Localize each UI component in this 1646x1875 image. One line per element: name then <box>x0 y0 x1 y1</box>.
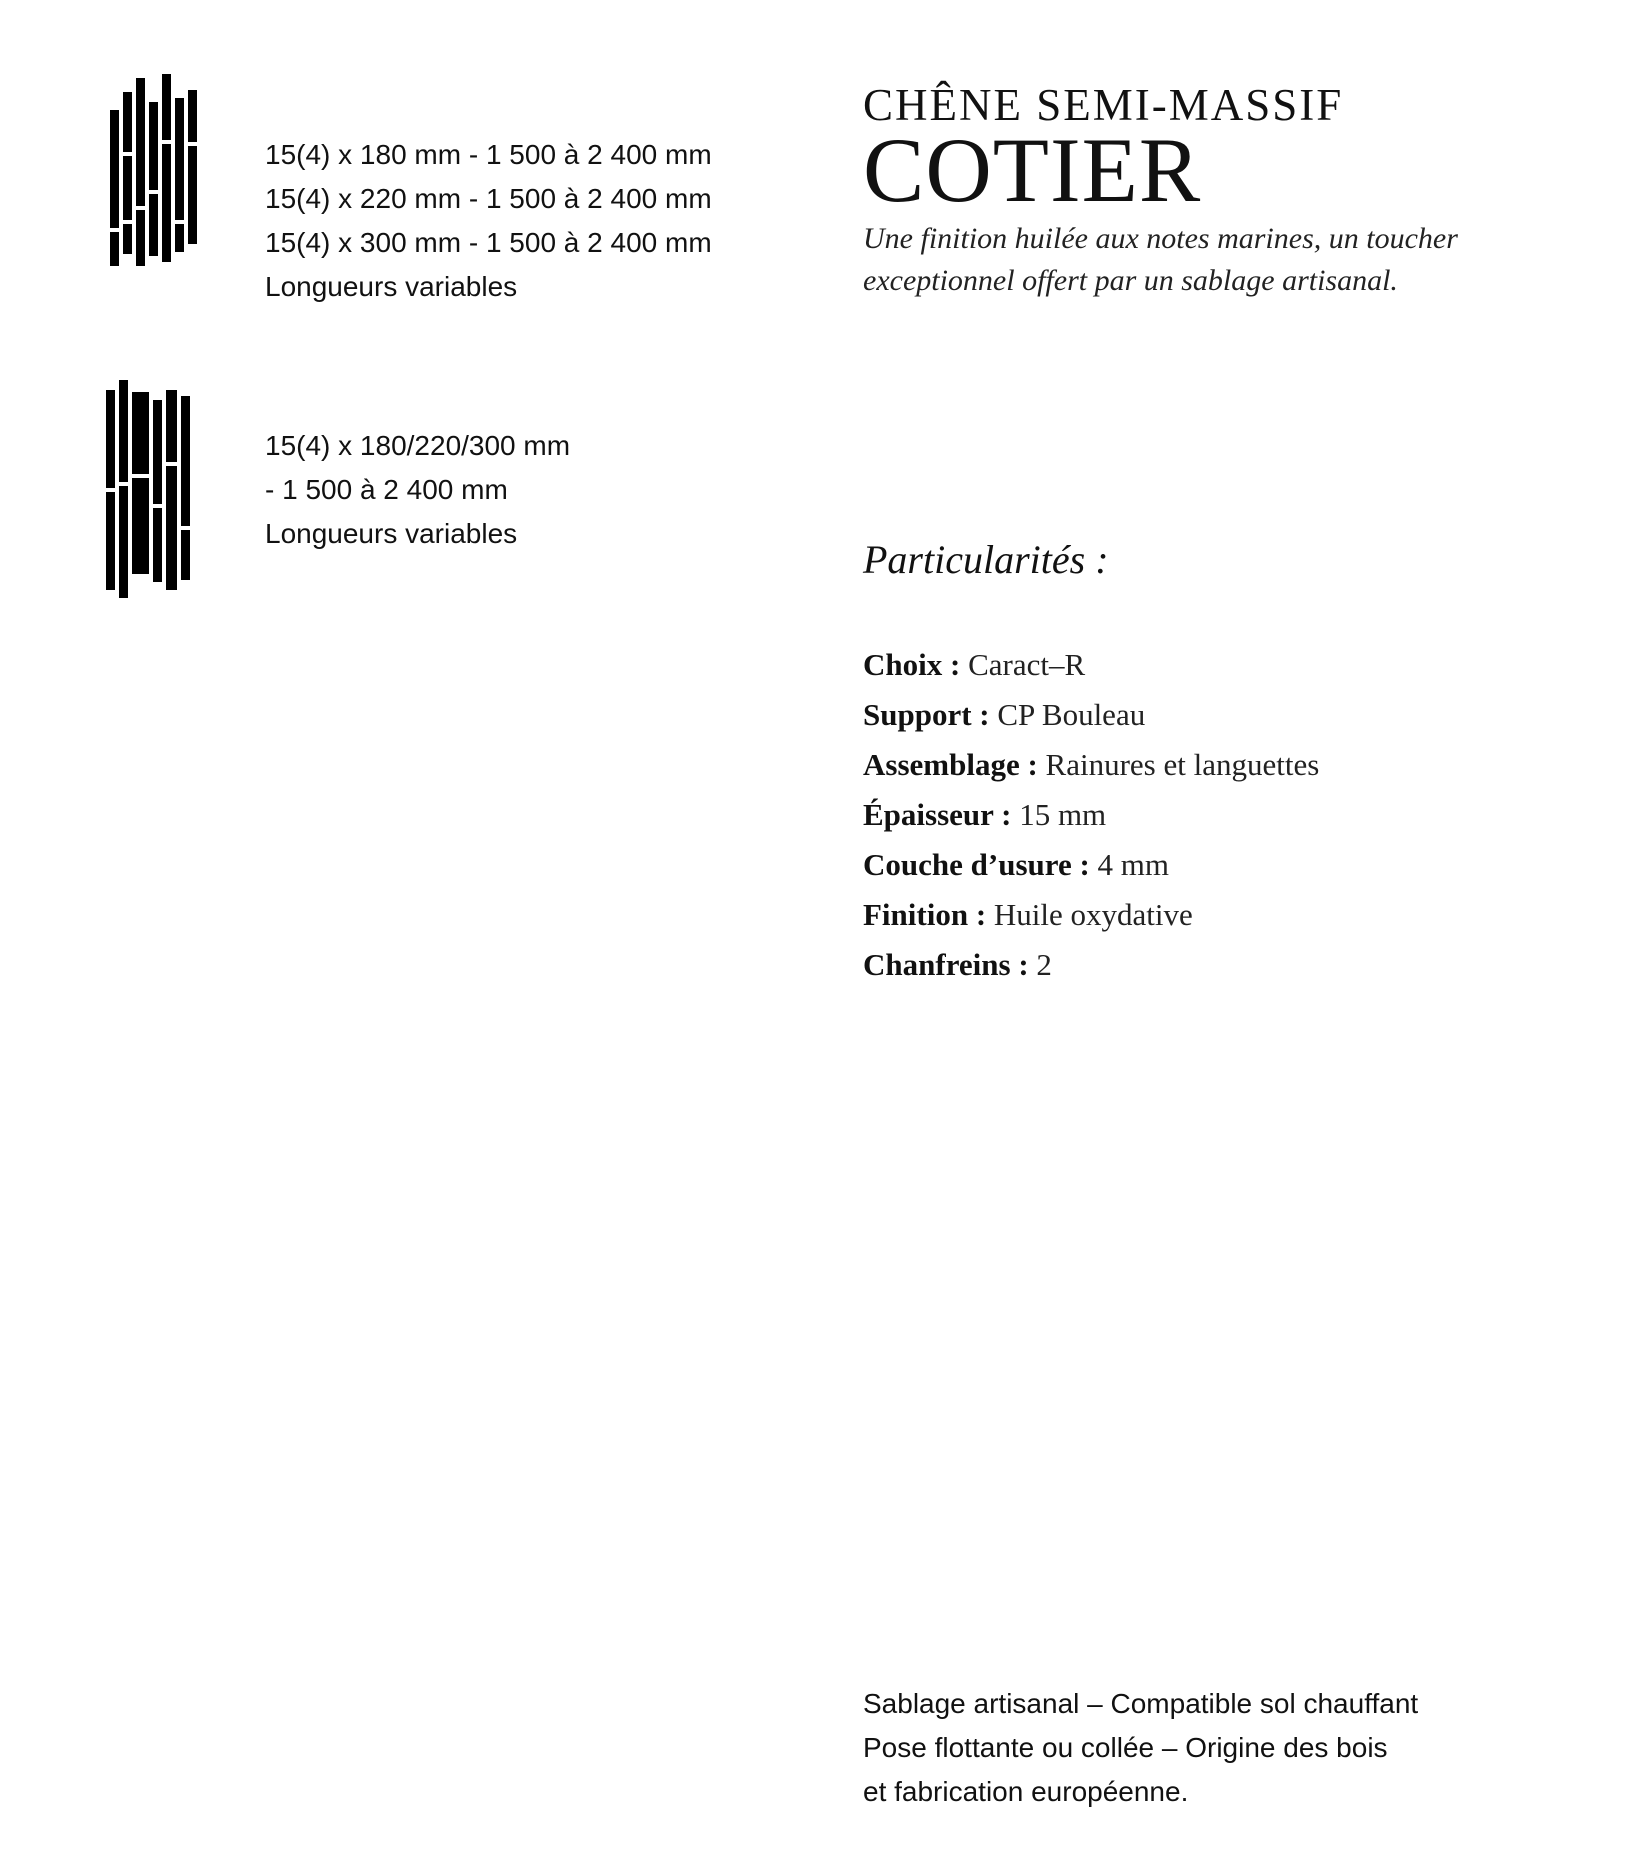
format-1-line: 15(4) x 180 mm - 1 500 à 2 400 mm <box>265 139 712 170</box>
spec-value: 4 mm <box>1097 847 1170 882</box>
spec-value: Caract–R <box>968 647 1086 682</box>
particularites-heading: Particularités : <box>863 537 1109 582</box>
footer-line: Sablage artisanal – Compatible sol chauffant <box>863 1688 1419 1719</box>
spec-value: 15 mm <box>1019 797 1107 832</box>
spec-label: Choix : <box>863 647 961 682</box>
spec-row-chanfreins <box>863 940 1319 990</box>
format-2-line: - 1 500 à 2 400 mm <box>265 474 508 505</box>
staggered-planks-pattern-icon <box>108 74 200 268</box>
spec-label: Support : <box>863 697 990 732</box>
footer-line: et fabrication européenne. <box>863 1776 1189 1807</box>
format-1-line: 15(4) x 220 mm - 1 500 à 2 400 mm <box>265 183 712 214</box>
footer-notes <box>863 1682 1418 1814</box>
spec-value: Rainures et languettes <box>1045 747 1320 782</box>
spec-label: Chanfreins : <box>863 947 1029 982</box>
spec-row-couche-usure <box>863 840 1319 890</box>
specs-list <box>863 640 1319 990</box>
product-subtitle: CHÊNE SEMI-MASSIF <box>863 80 1344 130</box>
format-1-dimensions <box>265 133 712 309</box>
format-2-dimensions <box>265 424 570 556</box>
footer-line: Pose flottante ou collée – Origine des bois <box>863 1732 1388 1763</box>
spec-row-support <box>863 690 1319 740</box>
spec-row-epaisseur <box>863 790 1319 840</box>
mixed-width-planks-pattern-icon <box>104 380 196 600</box>
format-2-line: 15(4) x 180/220/300 mm <box>265 430 571 461</box>
spec-label: Assemblage : <box>863 747 1038 782</box>
spec-label: Couche d’usure : <box>863 847 1090 882</box>
spec-label: Épaisseur : <box>863 797 1012 832</box>
spec-row-assemblage <box>863 740 1319 790</box>
format-1-line: Longueurs variables <box>265 271 518 302</box>
format-1-line: 15(4) x 300 mm - 1 500 à 2 400 mm <box>265 227 712 258</box>
spec-label: Finition : <box>863 897 987 932</box>
format-2-line: Longueurs variables <box>265 518 518 549</box>
spec-value: Huile oxydative <box>993 897 1193 932</box>
product-title: COTIER <box>863 119 1202 221</box>
spec-value: 2 <box>1036 947 1052 982</box>
spec-value: CP Bouleau <box>997 697 1146 732</box>
product-tagline: Une finition huilée aux notes marines, un toucher exceptionnel offert par un sablage artisanal. <box>863 222 1458 297</box>
spec-row-choix <box>863 640 1319 690</box>
spec-row-finition <box>863 890 1319 940</box>
